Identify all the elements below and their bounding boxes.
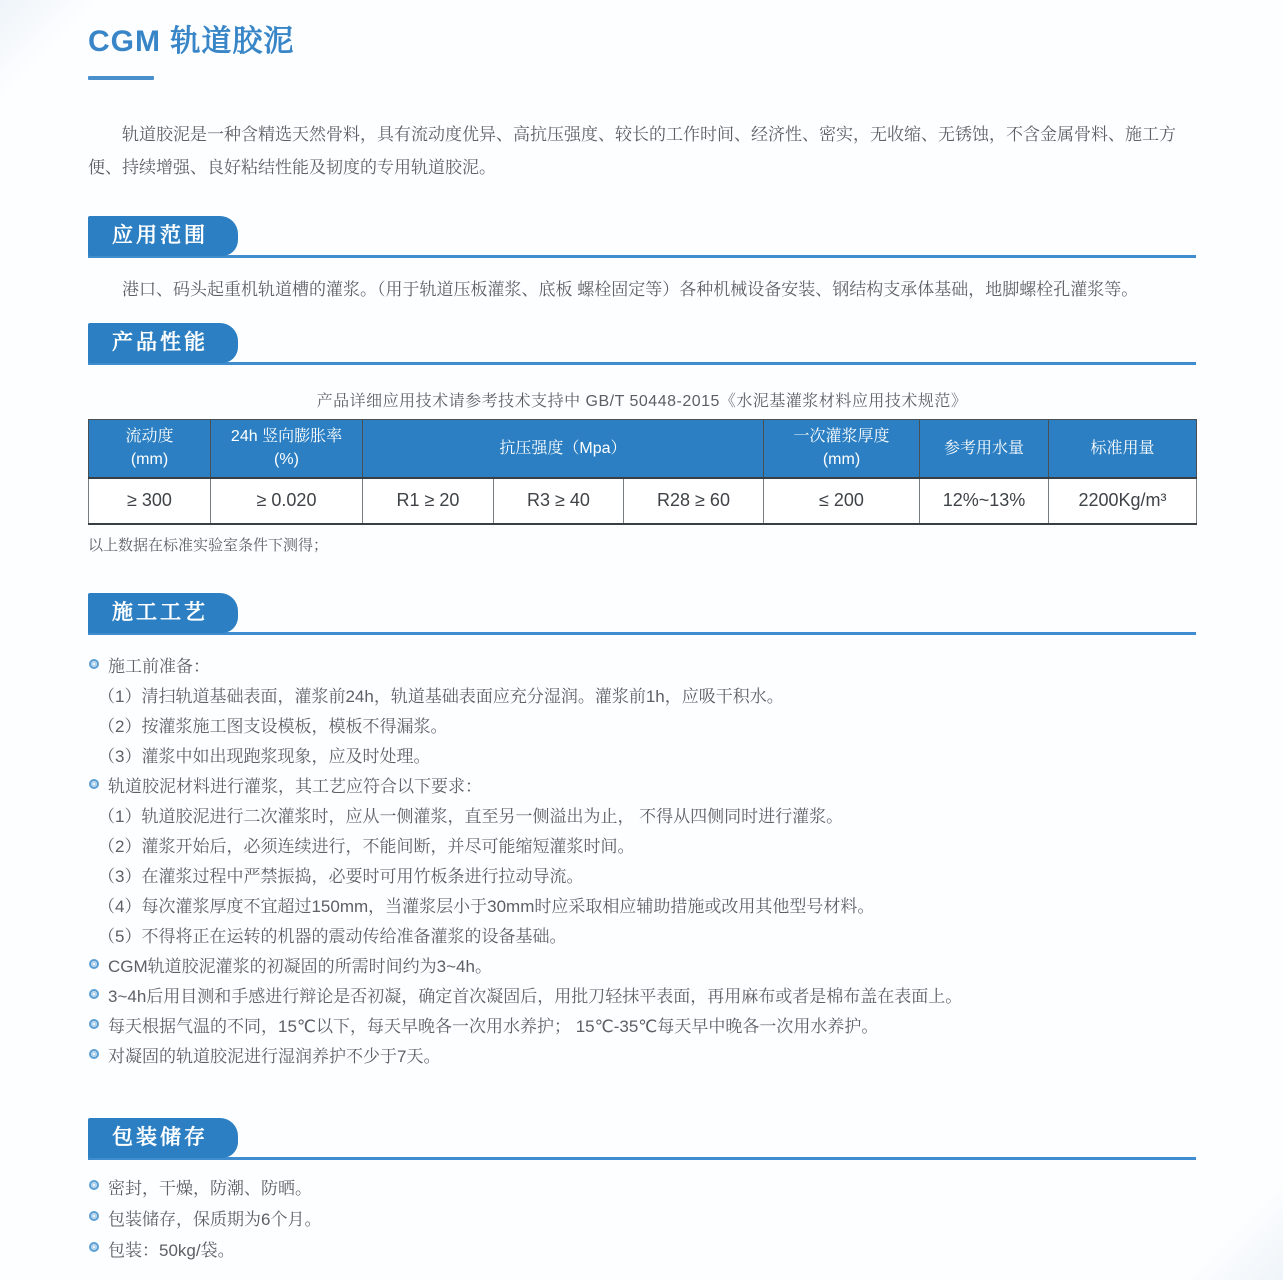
list-item-text: CGM轨道胶泥灌浆的初凝固的所需时间约为3~4h。 <box>108 956 492 976</box>
list-item-text: （1）轨道胶泥进行二次灌浆时，应从一侧灌浆，直至另一侧溢出为止， 不得从四侧同时进行灌浆。 <box>98 806 844 826</box>
page-title: CGM 轨道胶泥 <box>88 25 295 58</box>
section-process <box>88 592 1196 1072</box>
double-circle-bullet-icon <box>89 1242 99 1252</box>
list-item <box>88 1204 1196 1235</box>
section-badge-performance: 产品性能 <box>88 323 238 363</box>
double-circle-bullet-icon <box>89 1049 99 1059</box>
list-item <box>88 1012 1196 1042</box>
list-item <box>88 922 1196 952</box>
value-flowability: ≥ 300 <box>89 478 211 524</box>
section-header-rule <box>88 1117 1196 1160</box>
section-badge-process: 施工工艺 <box>88 593 238 633</box>
list-item-text: 包装：50kg/袋。 <box>108 1240 235 1260</box>
packaging-list <box>88 1173 1196 1266</box>
list-item <box>88 712 1196 742</box>
list-item <box>88 1173 1196 1204</box>
intro-paragraph: 轨道胶泥是一种含精选天然骨料，具有流动度优异、高抗压强度、较长的工作时间、经济性、密实，无收缩、无锈蚀，不含金属骨料、施工方便、持续增强、良好粘结性能及韧度的专用轨道胶泥。 <box>88 125 1176 177</box>
col-header-standard-usage: 标准用量 <box>1049 420 1197 478</box>
title-underline <box>88 76 154 80</box>
list-item-text: （3）灌浆中如出现跑浆现象，应及时处理。 <box>98 746 431 766</box>
process-list <box>88 652 1196 1072</box>
list-item-text: 3~4h后用目测和手感进行辩论是否初凝，确定首次凝固后，用批刀轻抹平表面，再用麻布或者是棉布盖在表面上。 <box>108 986 963 1006</box>
double-circle-bullet-icon <box>89 659 99 669</box>
list-item <box>88 802 1196 832</box>
section-header-rule <box>88 322 1196 365</box>
list-item-text: （2）灌浆开始后，必须连续进行，不能间断，并尽可能缩短灌浆时间。 <box>98 836 635 856</box>
section-header-rule <box>88 215 1196 258</box>
list-item-text: 每天根据气温的不同，15℃以下，每天早晚各一次用水养护； 15℃-35℃每天早中晚各一次用水养护。 <box>108 1016 879 1036</box>
value-expansion: ≥ 0.020 <box>211 478 363 524</box>
list-item <box>88 1235 1196 1266</box>
section-application <box>88 215 1196 305</box>
double-circle-bullet-icon <box>89 989 99 999</box>
col-header-compressive-strength: 抗压强度（Mpa） <box>363 420 764 478</box>
list-item-text: （4）每次灌浆厚度不宜超过150mm，当灌浆层小于30mm时应采取相应辅助措施或改用其他型号材料。 <box>98 896 875 916</box>
value-strength-r3: R3 ≥ 40 <box>494 478 624 524</box>
list-item <box>88 952 1196 982</box>
list-item <box>88 772 1196 802</box>
list-item-text: （2）按灌浆施工图支设模板，模板不得漏浆。 <box>98 716 448 736</box>
list-item <box>88 892 1196 922</box>
list-item-text: （5）不得将正在运转的机器的震动传给准备灌浆的设备基础。 <box>98 926 567 946</box>
list-item-text: 施工前准备： <box>108 656 210 676</box>
list-item <box>88 862 1196 892</box>
section-badge-packaging: 包装储存 <box>88 1118 238 1158</box>
value-standard-usage: 2200Kg/m³ <box>1049 478 1197 524</box>
application-paragraph: 港口、码头起重机轨道槽的灌浆。（用于轨道压板灌浆、底板 螺栓固定等）各种机械设备安装、钢结构支承体基础，地脚螺栓孔灌浆等。 <box>122 280 1139 299</box>
double-circle-bullet-icon <box>89 1019 99 1029</box>
standard-reference-text: 产品详细应用技术请参考技术支持中 GB/T 50448-2015《水泥基灌浆材料应用技术规范》 <box>316 393 968 410</box>
table-header-row <box>89 420 1197 478</box>
table-data-row <box>89 478 1197 524</box>
section-performance <box>88 322 1196 555</box>
col-header-water-amount: 参考用水量 <box>920 420 1049 478</box>
list-item <box>88 982 1196 1012</box>
list-item <box>88 652 1196 682</box>
section-header-rule <box>88 592 1196 635</box>
double-circle-bullet-icon <box>89 1211 99 1221</box>
col-header-grout-thickness: 一次灌浆厚度 (mm) <box>764 420 920 478</box>
list-item-text: 包装储存，保质期为6个月。 <box>108 1209 322 1229</box>
value-strength-r28: R28 ≥ 60 <box>624 478 764 524</box>
list-item-text: （3）在灌浆过程中严禁振捣，必要时可用竹板条进行拉动导流。 <box>98 866 584 886</box>
col-header-flowability: 流动度 (mm) <box>89 420 211 478</box>
double-circle-bullet-icon <box>89 779 99 789</box>
value-strength-r1: R1 ≥ 20 <box>363 478 494 524</box>
list-item <box>88 1042 1196 1072</box>
list-item-text: 密封，干燥，防潮、防晒。 <box>108 1178 312 1198</box>
list-item <box>88 682 1196 712</box>
list-item-text: （1）清扫轨道基础表面，灌浆前24h，轨道基础表面应充分湿润。灌浆前1h，应吸干积水。 <box>98 686 784 706</box>
performance-table <box>88 419 1197 525</box>
list-item-text: 轨道胶泥材料进行灌浆，其工艺应符合以下要求： <box>108 776 482 796</box>
value-water-amount: 12%~13% <box>920 478 1049 524</box>
value-grout-thickness: ≤ 200 <box>764 478 920 524</box>
list-item-text: 对凝固的轨道胶泥进行湿润养护不少于7天。 <box>108 1046 441 1066</box>
table-note: 以上数据在标准实验室条件下测得； <box>88 536 329 554</box>
section-packaging <box>88 1117 1196 1266</box>
section-badge-application: 应用范围 <box>88 216 238 256</box>
col-header-expansion: 24h 竖向膨胀率 (%) <box>211 420 363 478</box>
double-circle-bullet-icon <box>89 959 99 969</box>
list-item <box>88 832 1196 862</box>
double-circle-bullet-icon <box>89 1180 99 1190</box>
list-item <box>88 742 1196 772</box>
